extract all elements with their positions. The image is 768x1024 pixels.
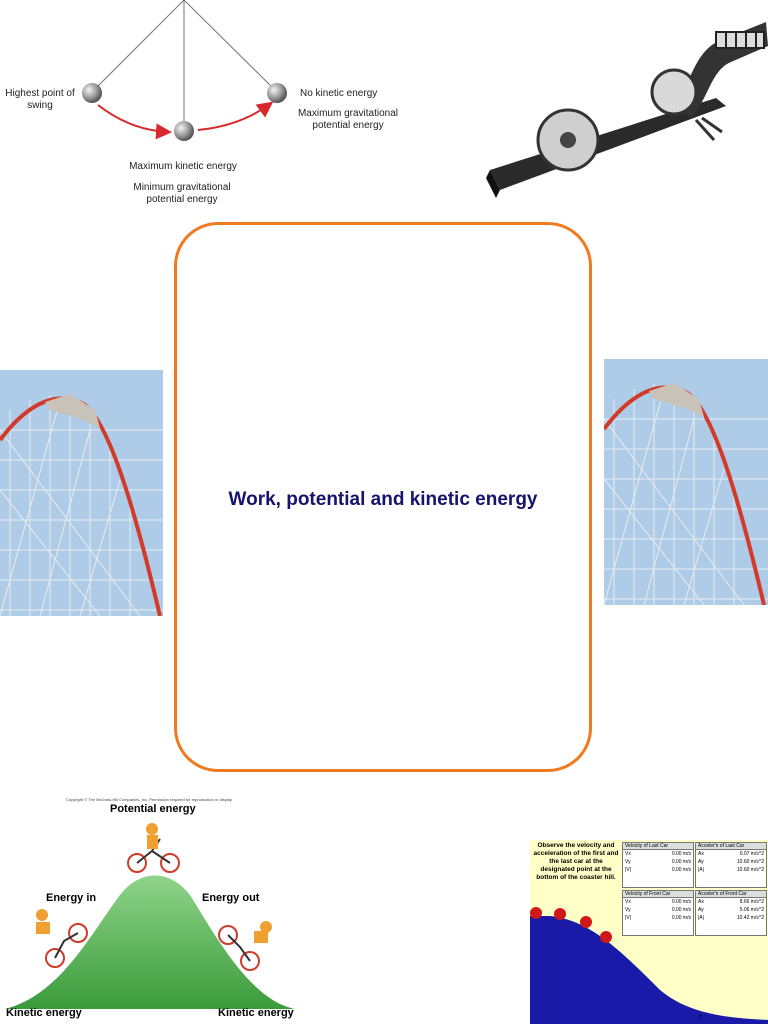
row-value: 10.42 m/s^2 xyxy=(736,915,764,921)
row-key: Vy xyxy=(625,907,631,913)
roller-coaster-photo-left xyxy=(0,370,163,616)
row-key: Vy xyxy=(625,859,631,865)
row-value: 0.00 m/s xyxy=(671,907,691,913)
copyright-notice: Copyright © The McGraw-Hill Companies, Inc. Permission required for reproduction or display xyxy=(66,797,233,802)
row-value: 0.07 m/s^2 xyxy=(739,851,764,857)
pendulum-ball-right xyxy=(267,83,287,103)
row-value: 0.00 m/s xyxy=(671,859,691,865)
bike-top xyxy=(128,823,179,872)
panel-front-car-velocity xyxy=(622,890,694,936)
label-potential-energy: Potential energy xyxy=(110,803,196,815)
row-value: 0.00 m/s xyxy=(671,915,691,921)
bike-hill-diagram xyxy=(0,795,300,1024)
label-no-kinetic: No kinetic energy xyxy=(300,88,378,99)
panel-title: Velocity of Last Car xyxy=(623,843,693,850)
label-energy-out: Energy out xyxy=(202,892,260,904)
row-key: Ay xyxy=(698,907,704,913)
row-value: 10.60 m/s^2 xyxy=(736,859,764,865)
panel-front-car-accel xyxy=(695,890,767,936)
roller-coaster-photo-right xyxy=(604,359,768,605)
row-key: Vx xyxy=(625,851,631,857)
row-key: |V| xyxy=(625,867,631,873)
row-key: |A| xyxy=(698,867,704,873)
row-key: Ax xyxy=(698,899,704,905)
panel-title: Velocity of Front Car xyxy=(623,891,693,898)
label-max-gravitational: Maximum gravitational potential energy xyxy=(297,108,399,131)
label-highest-point: Highest point of swing xyxy=(5,88,75,111)
row-value: 10.60 m/s^2 xyxy=(736,867,764,873)
panel-last-car-velocity xyxy=(622,842,694,888)
svg-text:↑: ↑ xyxy=(698,1012,703,1023)
label-kinetic-energy-right: Kinetic energy xyxy=(218,1007,294,1019)
label-kinetic-energy-left: Kinetic energy xyxy=(6,1007,82,1019)
row-value: 0.00 m/s xyxy=(671,851,691,857)
row-value: 0.00 m/s xyxy=(671,899,691,905)
panel-title: Acceler'n of Front Car xyxy=(696,891,766,898)
row-key: Vx xyxy=(625,899,631,905)
row-value: 0.00 m/s xyxy=(671,867,691,873)
label-energy-in: Energy in xyxy=(46,892,97,904)
row-key: |V| xyxy=(625,915,631,921)
panel-title: Acceler'n of Last Car xyxy=(696,843,766,850)
row-key: Ay xyxy=(698,859,704,865)
pendulum-diagram xyxy=(0,0,420,215)
slide-title: Work, potential and kinetic energy xyxy=(228,489,538,510)
row-value: 5.06 m/s^2 xyxy=(739,907,764,913)
row-key: |A| xyxy=(698,915,704,921)
sim-instructions: Observe the velocity and acceleration of the first and the last car at the designated point at the bottom of the coaster hill. xyxy=(533,842,619,881)
panel-last-car-accel xyxy=(695,842,767,888)
label-min-gravitational: Minimum gravitational potential energy xyxy=(133,182,231,205)
title-card xyxy=(174,222,592,772)
coaster-simulation xyxy=(530,840,768,1024)
pendulum-ball-bottom xyxy=(174,121,194,141)
row-value: 8.66 m/s^2 xyxy=(739,899,764,905)
pendulum-ball-left xyxy=(82,83,102,103)
toy-track-photo xyxy=(486,10,768,210)
label-max-kinetic: Maximum kinetic energy xyxy=(129,161,237,172)
row-key: Ax xyxy=(698,851,704,857)
